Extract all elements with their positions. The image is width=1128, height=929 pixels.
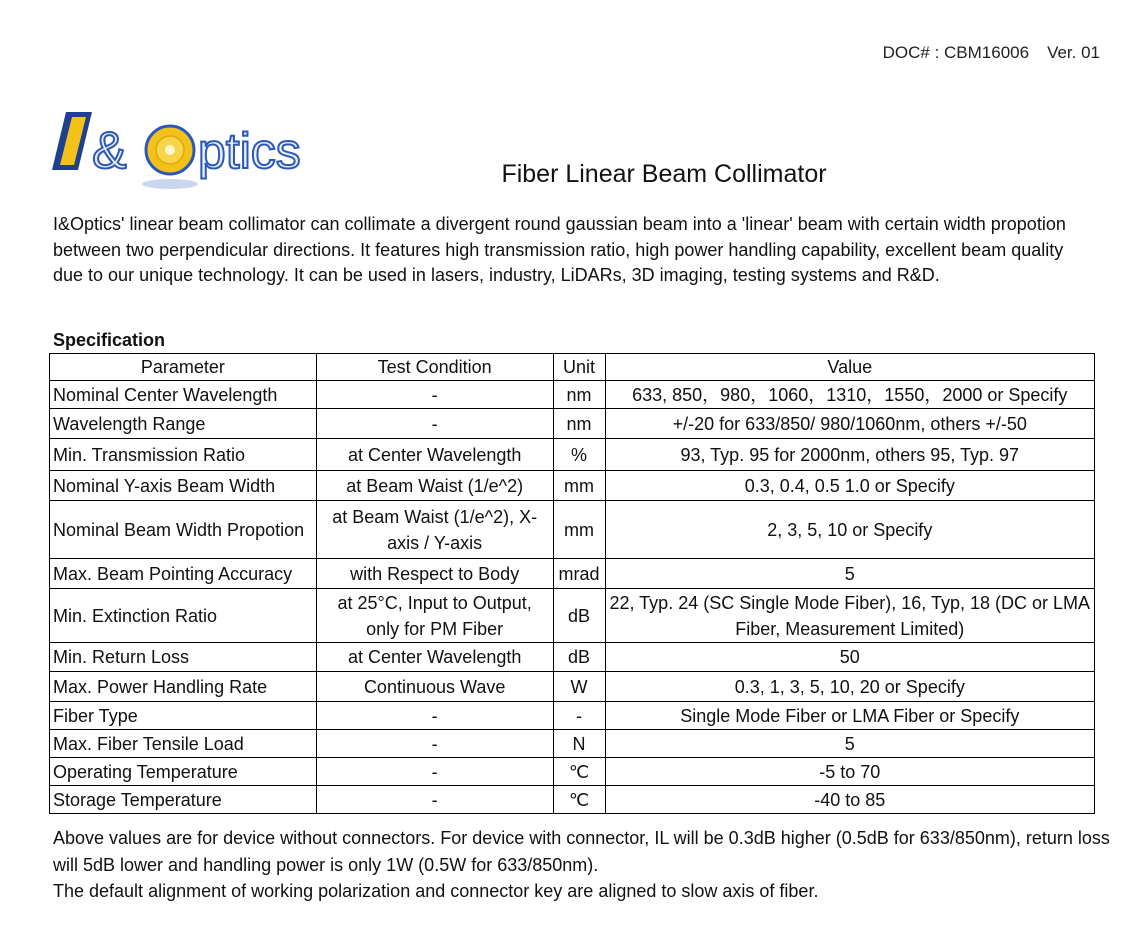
svg-text:ptics: ptics bbox=[198, 123, 301, 179]
table-row bbox=[50, 643, 1095, 672]
table-row bbox=[50, 439, 1095, 471]
value-cell: 5 bbox=[605, 559, 1094, 589]
unit-cell: mrad bbox=[553, 559, 605, 589]
condition-cell: - bbox=[316, 786, 553, 814]
parameter-cell: Min. Return Loss bbox=[50, 643, 317, 672]
unit-cell: nm bbox=[553, 381, 605, 409]
doc-number: DOC# : CBM16006 bbox=[882, 43, 1030, 62]
condition-cell: - bbox=[316, 381, 553, 409]
parameter-cell: Storage Temperature bbox=[50, 786, 317, 814]
unit-cell: ℃ bbox=[553, 786, 605, 814]
parameter-cell: Max. Power Handling Rate bbox=[50, 672, 317, 702]
parameter-cell: Nominal Y-axis Beam Width bbox=[50, 471, 317, 501]
condition-cell: - bbox=[316, 758, 553, 786]
parameter-cell: Fiber Type bbox=[50, 702, 317, 730]
table-row bbox=[50, 786, 1095, 814]
table-row bbox=[50, 409, 1095, 439]
value-cell: 633, 850，980，1060，1310，1550，2000 or Specify bbox=[605, 381, 1094, 409]
value-cell: 50 bbox=[605, 643, 1094, 672]
column-header: Parameter bbox=[50, 354, 317, 381]
spec-table bbox=[49, 353, 1095, 814]
value-cell: 93, Typ. 95 for 2000nm, others 95, Typ. 97 bbox=[605, 439, 1094, 471]
parameter-cell: Operating Temperature bbox=[50, 758, 317, 786]
value-cell: 0.3, 1, 3, 5, 10, 20 or Specify bbox=[605, 672, 1094, 702]
intro-paragraph: I&Optics' linear beam collimator can collimate a divergent round gaussian beam into a 'linear' beam with certain width propotion between two perpendicular directions. It features high transmission ratio, high power handling capability, excellent beam quality due to our unique technology. It can be used in lasers, industry, LiDARs, 3D imaging, testing systems and R&D. bbox=[53, 214, 1066, 285]
unit-cell: ℃ bbox=[553, 758, 605, 786]
value-cell: 2, 3, 5, 10 or Specify bbox=[605, 501, 1094, 559]
unit-cell: nm bbox=[553, 409, 605, 439]
condition-cell: with Respect to Body bbox=[316, 559, 553, 589]
note-alignment: The default alignment of working polarization and connector key are aligned to slow axis of fiber. bbox=[53, 881, 819, 901]
parameter-cell: Min. Transmission Ratio bbox=[50, 439, 317, 471]
parameter-cell: Nominal Beam Width Propotion bbox=[50, 501, 317, 559]
condition-cell: at Beam Waist (1/e^2) bbox=[316, 471, 553, 501]
column-header: Value bbox=[605, 354, 1094, 381]
value-cell: Single Mode Fiber or LMA Fiber or Specify bbox=[605, 702, 1094, 730]
condition-cell: - bbox=[316, 702, 553, 730]
notes-section bbox=[53, 825, 1113, 905]
table-header-row bbox=[50, 354, 1095, 381]
value-cell: 5 bbox=[605, 730, 1094, 758]
condition-cell: at 25°C, Input to Output, only for PM Fiber bbox=[316, 589, 553, 643]
column-header: Unit bbox=[553, 354, 605, 381]
condition-cell: - bbox=[316, 409, 553, 439]
unit-cell: % bbox=[553, 439, 605, 471]
unit-cell: mm bbox=[553, 471, 605, 501]
table-row bbox=[50, 702, 1095, 730]
value-cell: -40 to 85 bbox=[605, 786, 1094, 814]
condition-cell: Continuous Wave bbox=[316, 672, 553, 702]
value-cell: 0.3, 0.4, 0.5 1.0 or Specify bbox=[605, 471, 1094, 501]
document-reference bbox=[883, 43, 1100, 63]
condition-cell: at Center Wavelength bbox=[316, 643, 553, 672]
table-row bbox=[50, 471, 1095, 501]
value-cell: +/-20 for 633/850/ 980/1060nm, others +/-50 bbox=[605, 409, 1094, 439]
condition-cell: - bbox=[316, 730, 553, 758]
unit-cell: W bbox=[553, 672, 605, 702]
page-title: Fiber Linear Beam Collimator bbox=[501, 160, 827, 188]
svg-text:&: & bbox=[92, 122, 127, 180]
table-row bbox=[50, 589, 1095, 643]
condition-cell: at Beam Waist (1/e^2), X-axis / Y-axis bbox=[316, 501, 553, 559]
table-row bbox=[50, 501, 1095, 559]
table-row bbox=[50, 758, 1095, 786]
parameter-cell: Wavelength Range bbox=[50, 409, 317, 439]
value-cell: -5 to 70 bbox=[605, 758, 1094, 786]
unit-cell: - bbox=[553, 702, 605, 730]
note-connectors: Above values are for device without connectors. For device with connector, IL will be 0.3dB higher (0.5dB for 633/850nm), return loss will 5dB lower and handling power is only 1W (0.5W for 633/850nm). bbox=[53, 828, 1110, 875]
spec-heading: Specification bbox=[53, 330, 166, 350]
column-header: Test Condition bbox=[316, 354, 553, 381]
parameter-cell: Min. Extinction Ratio bbox=[50, 589, 317, 643]
table-row bbox=[50, 730, 1095, 758]
table-row bbox=[50, 672, 1095, 702]
parameter-cell: Max. Fiber Tensile Load bbox=[50, 730, 317, 758]
doc-version: Ver. 01 bbox=[1047, 43, 1100, 62]
value-cell: 22, Typ. 24 (SC Single Mode Fiber), 16, Typ, 18 (DC or LMA Fiber, Measurement Limited) bbox=[605, 589, 1094, 643]
parameter-cell: Max. Beam Pointing Accuracy bbox=[50, 559, 317, 589]
parameter-cell: Nominal Center Wavelength bbox=[50, 381, 317, 409]
table-row bbox=[50, 559, 1095, 589]
unit-cell: mm bbox=[553, 501, 605, 559]
table-row bbox=[50, 381, 1095, 409]
unit-cell: N bbox=[553, 730, 605, 758]
condition-cell: at Center Wavelength bbox=[316, 439, 553, 471]
unit-cell: dB bbox=[553, 643, 605, 672]
unit-cell: dB bbox=[553, 589, 605, 643]
